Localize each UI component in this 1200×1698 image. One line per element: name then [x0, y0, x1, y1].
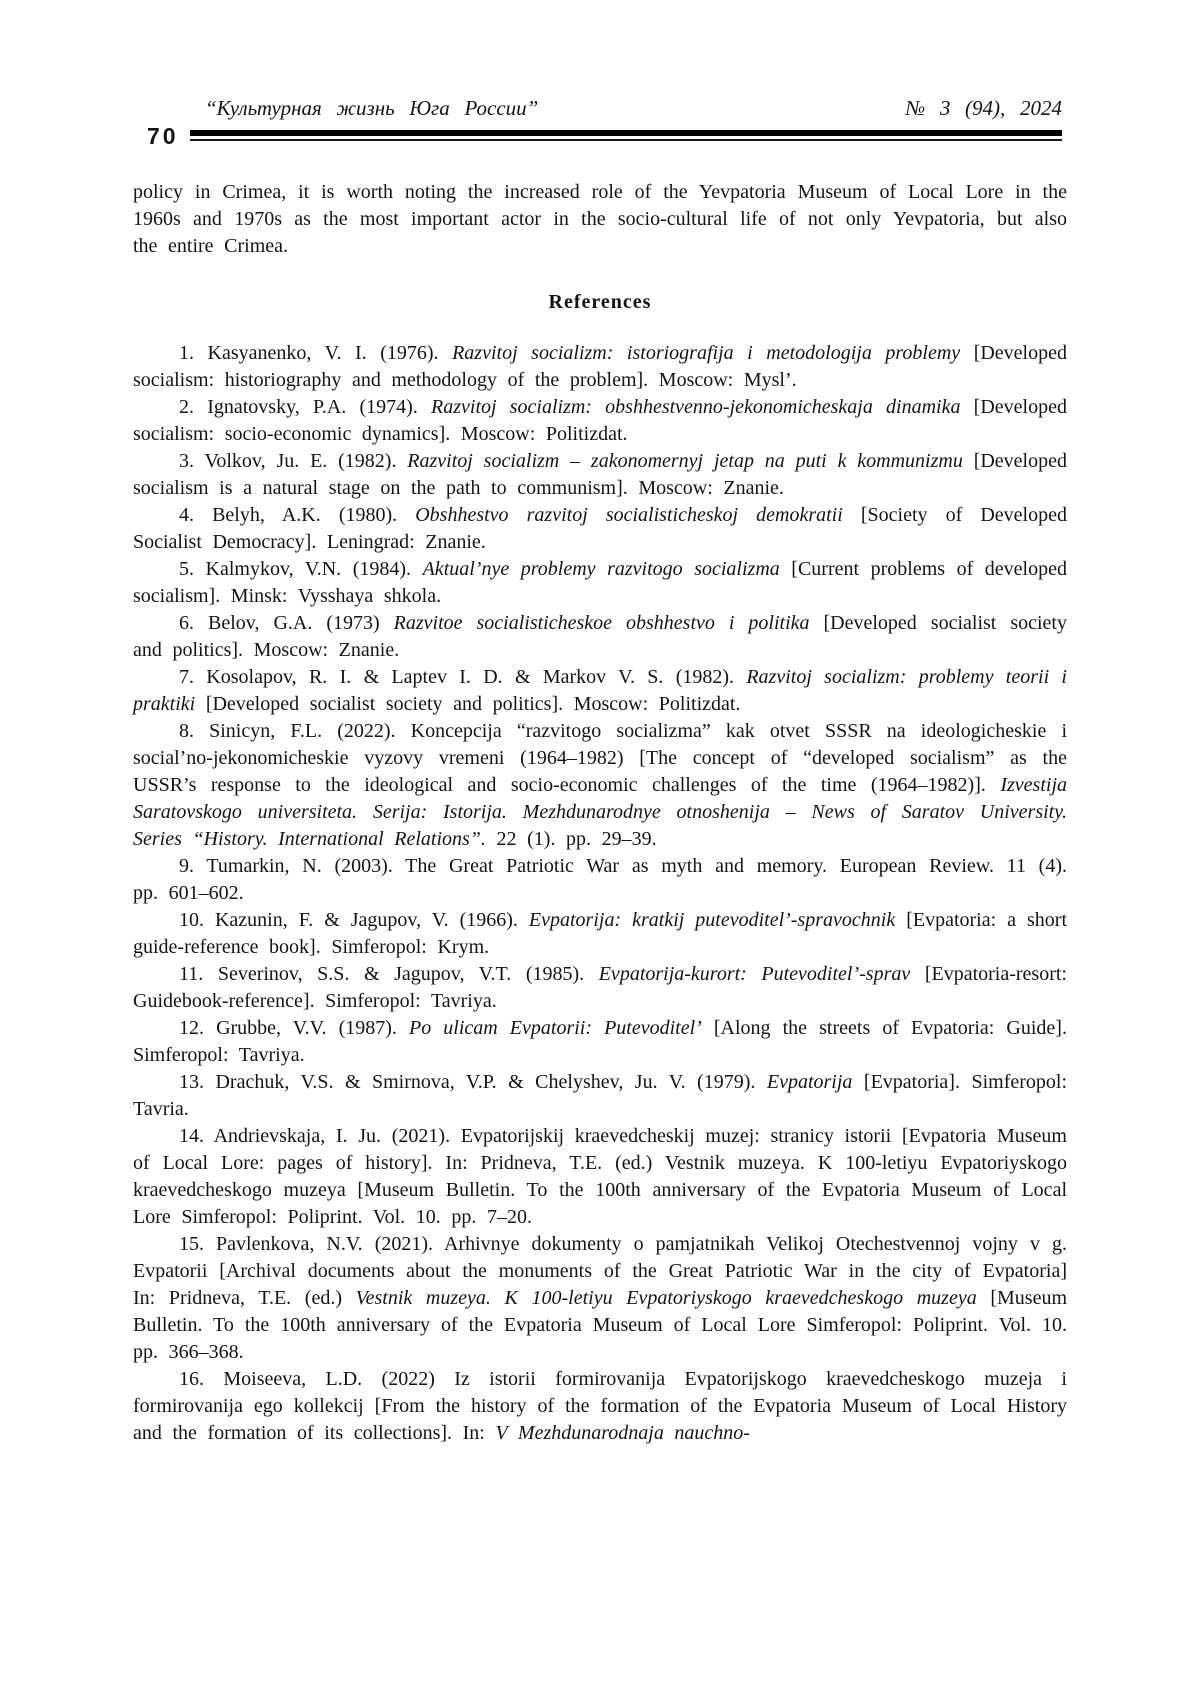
reference-item: 5. Kalmykov, V.N. (1984). Aktual’nye problemy razvitogo socializma [Current problems of developed socialism]. Minsk: Vysshaya shkola. [133, 558, 1067, 607]
reference-item: 10. Kazunin, F. & Jagupov, V. (1966). Evpatorija: kratkij putevoditel’-spravochnik [Evpatoria: a short guide-reference book]. Simferopol: Krym. [133, 909, 1068, 958]
reference-item: 11. Severinov, S.S. & Jagupov, V.T. (1985). Evpatorija-kurort: Putevoditel’-sprav [Evpatoria-resort: Guidebook-reference]. Simferopol: Tavriya. [133, 963, 1067, 1012]
reference-item: 6. Belov, G.A. (1973) Razvitoe socialisticheskoe obshhestvo i politika [Developed socialist society and politics]. Moscow: Znanie. [133, 612, 1067, 661]
body-paragraph: policy in Crimea, it is worth noting the increased role of the Yevpatoria Museum of Local Lore in the 1960s and 1970s as the most important actor in the socio-cultural life of not only Yevpatoria, but also the entire Crimea. [133, 181, 1067, 257]
header-rule-thin [190, 139, 1062, 141]
header-rule-thick [190, 130, 1062, 136]
reference-item: 13. Drachuk, V.S. & Smirnova, V.P. & Chelyshev, Ju. V. (1979). Evpatorija [Evpatoria]. Simferopol: Tavria. [133, 1071, 1068, 1120]
header-rule [190, 130, 1062, 141]
issue-info: № 3 (94), 2024 [905, 96, 1062, 120]
reference-item: 8. Sinicyn, F.L. (2022). Koncepcija “razvitogo socializma” kak otvet SSSR na ideologicheskie i social’no-jekonomicheskie vyzovy vremeni (1964–1982) [The concept of “developed socialism” as the USSR’s response to the ideological and socio-economic challenges of the time (1964–1982)]. Izvestija Saratovskogo universiteta. Serija: Istorija. Mezhdunarodnye otnoshenija – News of Saratov University. Series “History. International Relations”. 22 (1). pp. 29–39. [133, 720, 1067, 850]
reference-item: 2. Ignatovsky, P.A. (1974). Razvitoj socializm: obshhestvenno-jekonomicheskaja dinamika [Developed socialism: socio-economic dynamics]. Moscow: Politizdat. [133, 396, 1067, 445]
running-head [205, 96, 1062, 121]
references-list [133, 340, 1067, 1447]
page-number: 70 [147, 123, 179, 149]
reference-item: 15. Pavlenkova, N.V. (2021). Arhivnye dokumenty o pamjatnikah Velikoj Otechestvennoj vojny v g. Evpatorii [Archival documents about the monuments of the Great Patriotic War in the city of Evpatoria] In: Pridneva, T.E. (ed.) Vestnik muzeya. K 100-letiyu Evpatoriyskogo kraevedcheskogo muzeya [Museum Bulletin. To the 100th anniversary of the Evpatoria Museum of Local Lore Simferopol: Poliprint. Vol. 10. pp. 366–368. [133, 1233, 1068, 1363]
references-heading: References [548, 291, 652, 313]
reference-item: 1. Kasyanenko, V. I. (1976). Razvitoj socializm: istoriografija i metodologija problemy [Developed socialism: historiography and methodology of the problem]. Moscow: Mysl’. [133, 342, 1067, 391]
reference-item: 16. Moiseeva, L.D. (2022) Iz istorii formirovanija Evpatorijskogo kraevedcheskogo muzeja i formirovanija ego kollekcij [From the history of the formation of the Evpatoria Museum of Local History and the formation of its collections]. In: V Mezhdunarodnaja nauchno- [133, 1368, 1067, 1444]
reference-item: 7. Kosolapov, R. I. & Laptev I. D. & Markov V. S. (1982). Razvitoj socializm: problemy teorii i praktiki [Developed socialist society and politics]. Moscow: Politizdat. [133, 666, 1067, 715]
text-block [133, 179, 1067, 1447]
reference-item: 3. Volkov, Ju. E. (1982). Razvitoj socializm – zakonomernyj jetap na puti k kommunizmu [Developed socialism is a natural stage on the path to communism]. Moscow: Znanie. [133, 450, 1067, 499]
reference-item: 9. Tumarkin, N. (2003). The Great Patriotic War as myth and memory. European Review. 11 (4). pp. 601–602. [133, 855, 1067, 904]
reference-item: 12. Grubbe, V.V. (1987). Po ulicam Evpatorii: Putevoditel’ [Along the streets of Evpatoria: Guide]. Simferopol: Tavriya. [133, 1017, 1067, 1066]
reference-item: 4. Belyh, A.K. (1980). Obshhestvo razvitoj socialisticheskoj demokratii [Society of Developed Socialist Democracy]. Leningrad: Znanie. [133, 504, 1067, 553]
reference-item: 14. Andrievskaja, I. Ju. (2021). Evpatorijskij kraevedcheskij muzej: stranicy istorii [Evpatoria Museum of Local Lore: pages of history]. In: Pridneva, T.E. (ed.) Vestnik muzeya. K 100-letiyu Evpatoriyskogo kraevedcheskogo muzeya [Museum Bulletin. To the 100th anniversary of the Evpatoria Museum of Local Lore Simferopol: Poliprint. Vol. 10. pp. 7–20. [133, 1125, 1067, 1228]
journal-title: “Культурная жизнь Юга России” [205, 96, 539, 120]
